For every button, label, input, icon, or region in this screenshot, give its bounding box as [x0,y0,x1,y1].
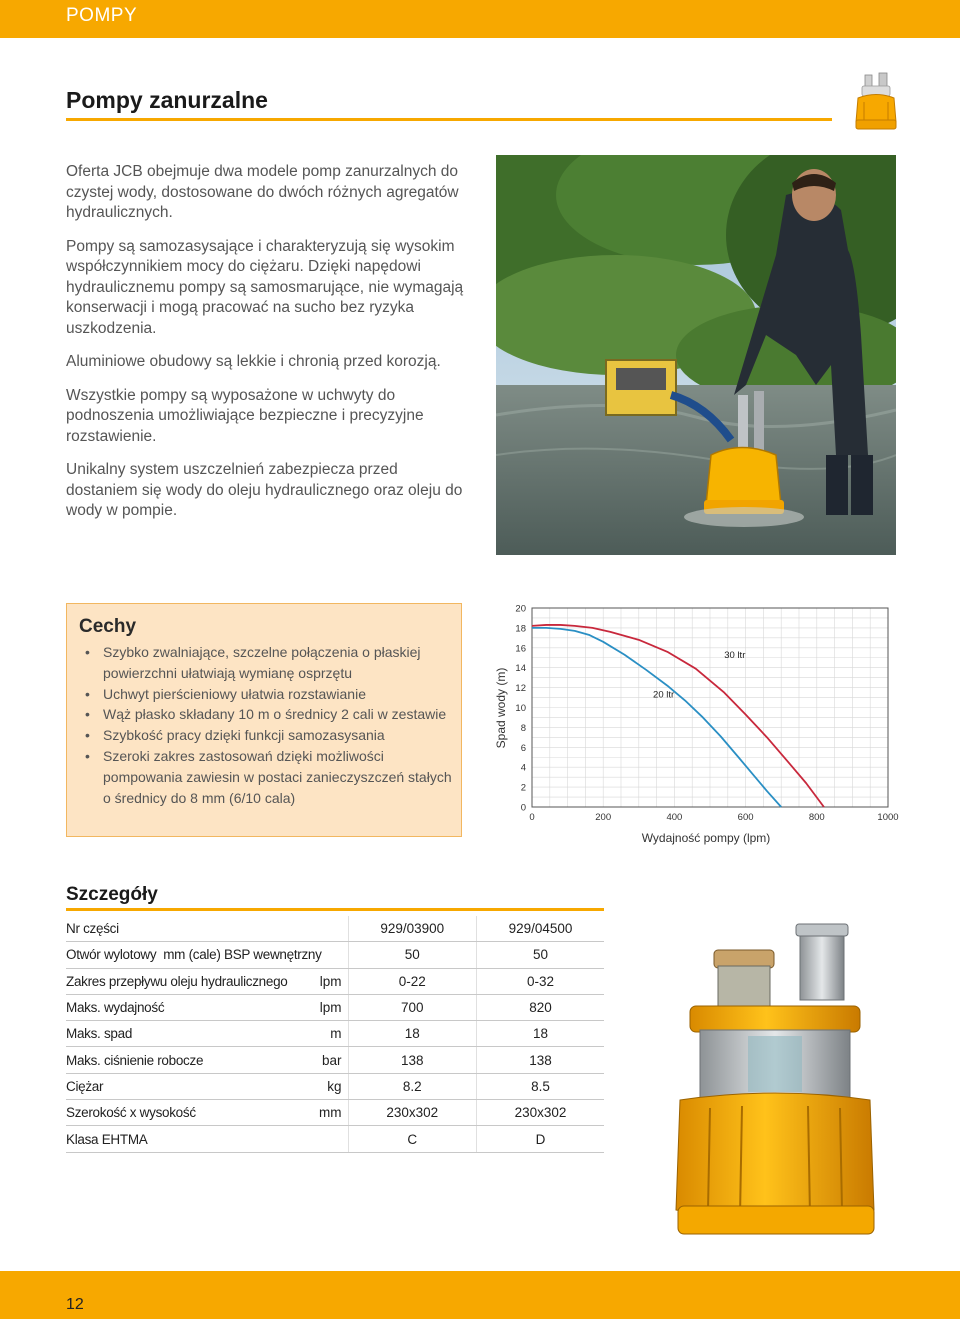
value-929-04500: 0-32 [477,968,605,994]
features-title: Cechy [79,616,137,637]
page-number: 12 [66,1296,84,1313]
pump-in-water-photo [496,155,896,555]
table-row [66,1021,604,1047]
value-929-04500: D [477,1126,605,1152]
value-929-03900: 138 [348,1047,476,1073]
table-row [66,994,604,1020]
x-tick-label: 0 [529,812,535,823]
row-label: Ciężar [66,1073,288,1099]
pump-icon [852,72,900,134]
y-tick-label: 4 [520,762,526,774]
value-929-04500: 929/04500 [477,916,605,942]
value-929-03900: 8.2 [348,1073,476,1099]
features-list [81,642,453,808]
y-tick-label: 0 [520,802,526,814]
row-label: Maks. ciśnienie robocze [66,1047,288,1073]
row-unit: kg [288,1073,349,1099]
table-row [66,916,604,942]
pump-performance-chart [488,596,908,856]
section-label: POMPY [66,5,138,26]
row-label: Zakres przepływu oleju hydraulicznego [66,968,288,994]
row-label: Otwór wylotowy [66,947,157,963]
row-label: Maks. spad [66,1021,288,1047]
value-929-04500: 50 [477,942,605,968]
y-tick-label: 2 [520,782,526,794]
row-unit: bar [288,1047,349,1073]
table-row [66,1047,604,1073]
series-line-30-ltr [532,625,824,807]
value-929-04500: 18 [477,1021,605,1047]
page-title: Pompy zanurzalne [66,87,268,113]
row-label: Szerokość x wysokość [66,1100,288,1126]
series-annotation: 30 ltr [724,649,746,661]
specs-table [66,916,604,1153]
intro-paragraph: Oferta JCB obejmuje dwa modele pomp zanurzalnych do czystej wody, dostosowane do dwóch różnych agregatów hydraulicznych. [66,163,459,221]
feature-item: • Uchwyt pierścieniowy ułatwia rozstawianie [81,684,453,705]
table-row [66,968,604,994]
row-unit: m [288,1021,349,1047]
details-title: Szczegóły [66,884,158,905]
y-tick-label: 18 [515,623,526,635]
value-929-04500: 820 [477,994,605,1020]
x-tick-label: 600 [737,812,754,823]
details-rule [66,908,604,911]
features-box [66,603,462,837]
x-tick-label: 400 [666,812,683,823]
feature-item: • Szybkość pracy dzięki funkcji samozasysania [81,725,453,746]
top-bar [0,0,960,38]
value-929-04500: 138 [477,1047,605,1073]
row-unit: lpm [288,968,349,994]
y-tick-label: 10 [515,703,526,714]
row-unit: lpm [288,994,349,1020]
submersible-pump-photo [660,910,890,1255]
y-tick-label: 20 [515,603,526,615]
y-axis-label: Spad wody (m) [494,667,508,749]
row-unit: mm [288,1100,349,1126]
intro-text [66,162,466,535]
x-tick-label: 1000 [877,812,899,823]
row-label: Maks. wydajność [66,994,288,1020]
intro-paragraph: Unikalny system uszczelnień zabezpiecza przed dostaniem się wody do oleju hydraulicznego oraz oleju do wody w pompie. [66,461,463,519]
table-row [66,1073,604,1099]
table-row [66,1126,604,1152]
x-tick-label: 800 [808,812,825,823]
value-929-03900: 929/03900 [348,916,476,942]
value-929-03900: 0-22 [348,968,476,994]
feature-item: • Szybko zwalniające, szczelne połączenia o płaskiej powierzchni ułatwiają wymianę osprzętu [81,642,453,684]
intro-paragraph: Wszystkie pompy są wyposażone w uchwyty do podnoszenia umożliwiające bezpieczne i precyzyjne rozstawienie. [66,386,424,445]
y-tick-label: 8 [520,722,526,734]
bottom-bar [0,1271,960,1319]
row-label: Nr części [66,916,288,942]
value-929-03900: 230x302 [348,1100,476,1126]
value-929-03900: 50 [348,942,476,968]
y-tick-label: 16 [515,643,526,655]
series-annotation: 20 ltr [653,689,675,701]
value-929-03900: C [348,1126,476,1152]
row-unit [288,1126,349,1152]
row-unit: mm (cale) BSP wewnętrzny [163,947,322,963]
intro-paragraph: Pompy są samozasysające i charakteryzują się wysokim współczynnikiem mocy do ciężaru. Dzięki napędowi hydraulicznemu pompy są samosmarujące, nie wymagają konserwacji i mogą pracować na sucho bez ryzyka uszkodzenia. [66,237,464,337]
feature-item: • Szeroki zakres zastosowań dzięki możliwości pompowania zawiesin w postaci zanieczyszczeń stałych o średnicy do 8 mm (6/10 cala) [81,746,453,808]
y-tick-label: 6 [520,742,526,754]
x-tick-label: 200 [595,812,612,823]
row-label: Klasa EHTMA [66,1126,288,1152]
y-tick-label: 14 [515,663,526,675]
row-unit [288,916,349,942]
value-929-03900: 18 [348,1021,476,1047]
value-929-04500: 230x302 [477,1100,605,1126]
table-row [66,1100,604,1126]
intro-paragraph: Aluminiowe obudowy są lekkie i chronią przed korozją. [66,353,441,370]
x-axis-label: Wydajność pompy (lpm) [641,831,771,845]
feature-item: • Wąż płasko składany 10 m o średnicy 2 cali w zestawie [81,704,453,725]
y-tick-label: 12 [515,683,526,695]
value-929-03900: 700 [348,994,476,1020]
title-rule [66,118,832,121]
table-row [66,942,604,968]
value-929-04500: 8.5 [477,1073,605,1099]
